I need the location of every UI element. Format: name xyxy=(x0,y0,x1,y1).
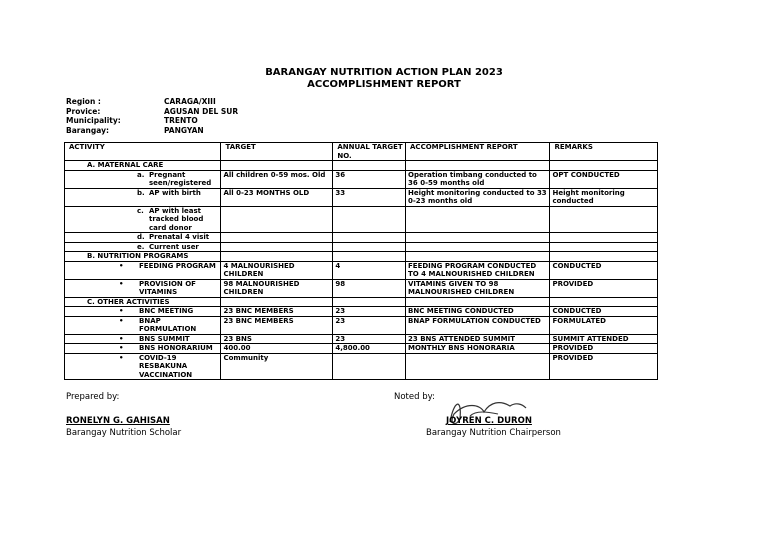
activity-cell xyxy=(65,316,221,334)
report-cell xyxy=(406,206,550,233)
activity-cell xyxy=(65,307,221,317)
remarks-cell xyxy=(550,233,658,243)
target-cell: 98 MALNOURISHED CHILDREN xyxy=(221,279,333,297)
table-row xyxy=(65,307,658,317)
annual-cell: 4 xyxy=(333,261,406,279)
table-row xyxy=(65,170,658,188)
activity-cell xyxy=(65,279,221,297)
annual-cell: 36 xyxy=(333,170,406,188)
meta-row-municipality xyxy=(66,116,238,126)
bullet-icon: • xyxy=(119,344,124,352)
header-annual-target: ANNUAL TARGET NO. xyxy=(333,143,406,161)
header-remarks: REMARKS xyxy=(550,143,658,161)
annual-cell xyxy=(333,353,406,380)
target-cell: 23 BNC MEMBERS xyxy=(221,316,333,334)
noted-by-label: Noted by: xyxy=(394,392,435,402)
activity-text: COVID-19 RESBAKUNA VACCINATION xyxy=(139,353,193,379)
table-header-row xyxy=(65,143,658,161)
annual-cell: 23 xyxy=(333,316,406,334)
table-row xyxy=(65,334,658,344)
table-row xyxy=(65,206,658,233)
meta-value: PANGYAN xyxy=(164,125,204,135)
report-cell xyxy=(406,233,550,243)
meta-key: Barangay: xyxy=(66,125,109,135)
list-marker: c. xyxy=(137,206,144,215)
target-cell: 23 BNS xyxy=(221,334,333,344)
table-row xyxy=(65,261,658,279)
list-marker: d. xyxy=(137,233,145,241)
meta-key: Region : xyxy=(66,97,101,106)
list-marker: b. xyxy=(137,188,145,197)
remarks-cell xyxy=(550,206,658,233)
meta-value: TRENTO xyxy=(164,116,198,125)
bullet-icon: • xyxy=(119,279,124,288)
meta-row-region xyxy=(66,97,238,107)
activity-cell xyxy=(65,261,221,279)
activity-text: Pregnant seen/registered xyxy=(149,170,212,187)
list-marker: a. xyxy=(137,170,145,179)
remarks-cell: CONDUCTED xyxy=(550,261,658,279)
target-cell: All 0-23 MONTHS OLD xyxy=(221,188,333,206)
section-c-label: C. OTHER ACTIVITIES xyxy=(65,297,221,307)
remarks-cell: PROVIDED xyxy=(550,279,658,297)
prepared-by-name: RONELYN G. GAHISAN xyxy=(66,416,170,426)
annual-cell: 4,800.00 xyxy=(333,344,406,354)
remarks-cell: CONDUCTED xyxy=(550,307,658,317)
section-row xyxy=(65,297,658,307)
activity-cell xyxy=(65,233,221,243)
target-cell xyxy=(221,233,333,243)
report-cell: FEEDING PROGRAM CONDUCTED TO 4 MALNOURISHED CHILDREN xyxy=(406,261,550,279)
location-info xyxy=(66,97,238,135)
report-cell: 23 BNS ATTENDED SUMMIT xyxy=(406,334,550,344)
meta-value: AGUSAN DEL SUR xyxy=(164,106,239,116)
section-b-label: B. NUTRITION PROGRAMS xyxy=(65,252,221,262)
annual-cell xyxy=(333,242,406,252)
activity-cell xyxy=(65,206,221,233)
target-cell: All children 0-59 mos. Old xyxy=(221,170,333,188)
annual-cell xyxy=(333,233,406,243)
meta-row-barangay xyxy=(66,126,238,136)
activity-text: BNAP FORMULATION xyxy=(139,316,197,333)
section-row xyxy=(65,161,658,171)
activity-cell xyxy=(65,188,221,206)
bullet-icon: • xyxy=(119,261,124,270)
report-cell: VITAMINS GIVEN TO 98 MALNOURISHED CHILDREN xyxy=(406,279,550,297)
action-plan-table xyxy=(64,142,658,380)
bullet-icon: • xyxy=(119,307,124,315)
activity-cell xyxy=(65,344,221,354)
table-row xyxy=(65,233,658,243)
activity-cell xyxy=(65,334,221,344)
target-cell: 23 BNC MEMBERS xyxy=(221,307,333,317)
noted-by-role: Barangay Nutrition Chairperson xyxy=(426,428,561,438)
activity-text: Prenatal 4 visit xyxy=(149,233,210,241)
target-cell: Community xyxy=(221,353,333,380)
report-cell: MONTHLY BNS HONORARIA xyxy=(406,344,550,354)
target-cell xyxy=(221,242,333,252)
activity-text: BNS SUMMIT xyxy=(139,334,190,343)
section-a-label: A. MATERNAL CARE xyxy=(65,161,221,171)
remarks-cell: Height monitoring conducted xyxy=(550,188,658,206)
table-row xyxy=(65,242,658,252)
activity-cell xyxy=(65,353,221,380)
noted-by-name: JOYREN C. DURON xyxy=(446,416,532,426)
bullet-icon: • xyxy=(119,353,124,362)
activity-text: PROVISION OF VITAMINS xyxy=(139,279,196,296)
section-row xyxy=(65,252,658,262)
activity-text: AP with least tracked blood card donor xyxy=(149,206,204,232)
prepared-by-role: Barangay Nutrition Scholar xyxy=(66,428,182,438)
bullet-icon: • xyxy=(119,316,124,325)
table-row xyxy=(65,316,658,334)
activity-text: BNS HONORARIUM xyxy=(139,344,213,352)
annual-cell: 98 xyxy=(333,279,406,297)
table-row xyxy=(65,188,658,206)
remarks-cell: FORMULATED xyxy=(550,316,658,334)
report-cell: Height monitoring conducted to 33 0-23 months old xyxy=(406,188,550,206)
bullet-icon: • xyxy=(119,334,124,343)
header-accomplishment: ACCOMPLISHMENT REPORT xyxy=(406,143,550,161)
remarks-cell: OPT CONDUCTED xyxy=(550,170,658,188)
report-cell: BNAP FORMULATION CONDUCTED xyxy=(406,316,550,334)
meta-key: Provice: xyxy=(66,106,101,116)
remarks-cell: SUMMIT ATTENDED xyxy=(550,334,658,344)
page-subtitle: ACCOMPLISHMENT REPORT xyxy=(307,79,461,90)
table-row xyxy=(65,344,658,354)
header-activity: ACTIVITY xyxy=(65,143,221,161)
prepared-by-label: Prepared by: xyxy=(66,392,120,402)
activity-text: AP with birth xyxy=(149,188,201,197)
activity-cell xyxy=(65,170,221,188)
header-target: TARGET xyxy=(221,143,333,161)
report-cell: Operation timbang conducted to 36 0-59 months old xyxy=(406,170,550,188)
annual-cell xyxy=(333,206,406,233)
handwritten-signature xyxy=(440,392,530,432)
report-cell xyxy=(406,353,550,380)
report-cell xyxy=(406,242,550,252)
meta-value: CARAGA/XIII xyxy=(164,97,216,106)
meta-row-province xyxy=(66,107,238,117)
activity-text: Current user xyxy=(149,242,199,251)
meta-key: Municipality: xyxy=(66,116,121,125)
annual-cell: 33 xyxy=(333,188,406,206)
list-marker: e. xyxy=(137,242,145,251)
annual-cell: 23 xyxy=(333,307,406,317)
table-row xyxy=(65,353,658,380)
remarks-cell xyxy=(550,242,658,252)
activity-cell xyxy=(65,242,221,252)
page-title: BARANGAY NUTRITION ACTION PLAN 2023 xyxy=(265,67,503,78)
target-cell: 400.00 xyxy=(221,344,333,354)
remarks-cell: PROVIDED xyxy=(550,344,658,354)
table-row xyxy=(65,279,658,297)
target-cell: 4 MALNOURISHED CHILDREN xyxy=(221,261,333,279)
remarks-cell: PROVIDED xyxy=(550,353,658,380)
target-cell xyxy=(221,206,333,233)
report-cell: BNC MEETING CONDUCTED xyxy=(406,307,550,317)
activity-text: FEEDING PROGRAM xyxy=(139,261,216,270)
annual-cell: 23 xyxy=(333,334,406,344)
activity-text: BNC MEETING xyxy=(139,307,194,315)
